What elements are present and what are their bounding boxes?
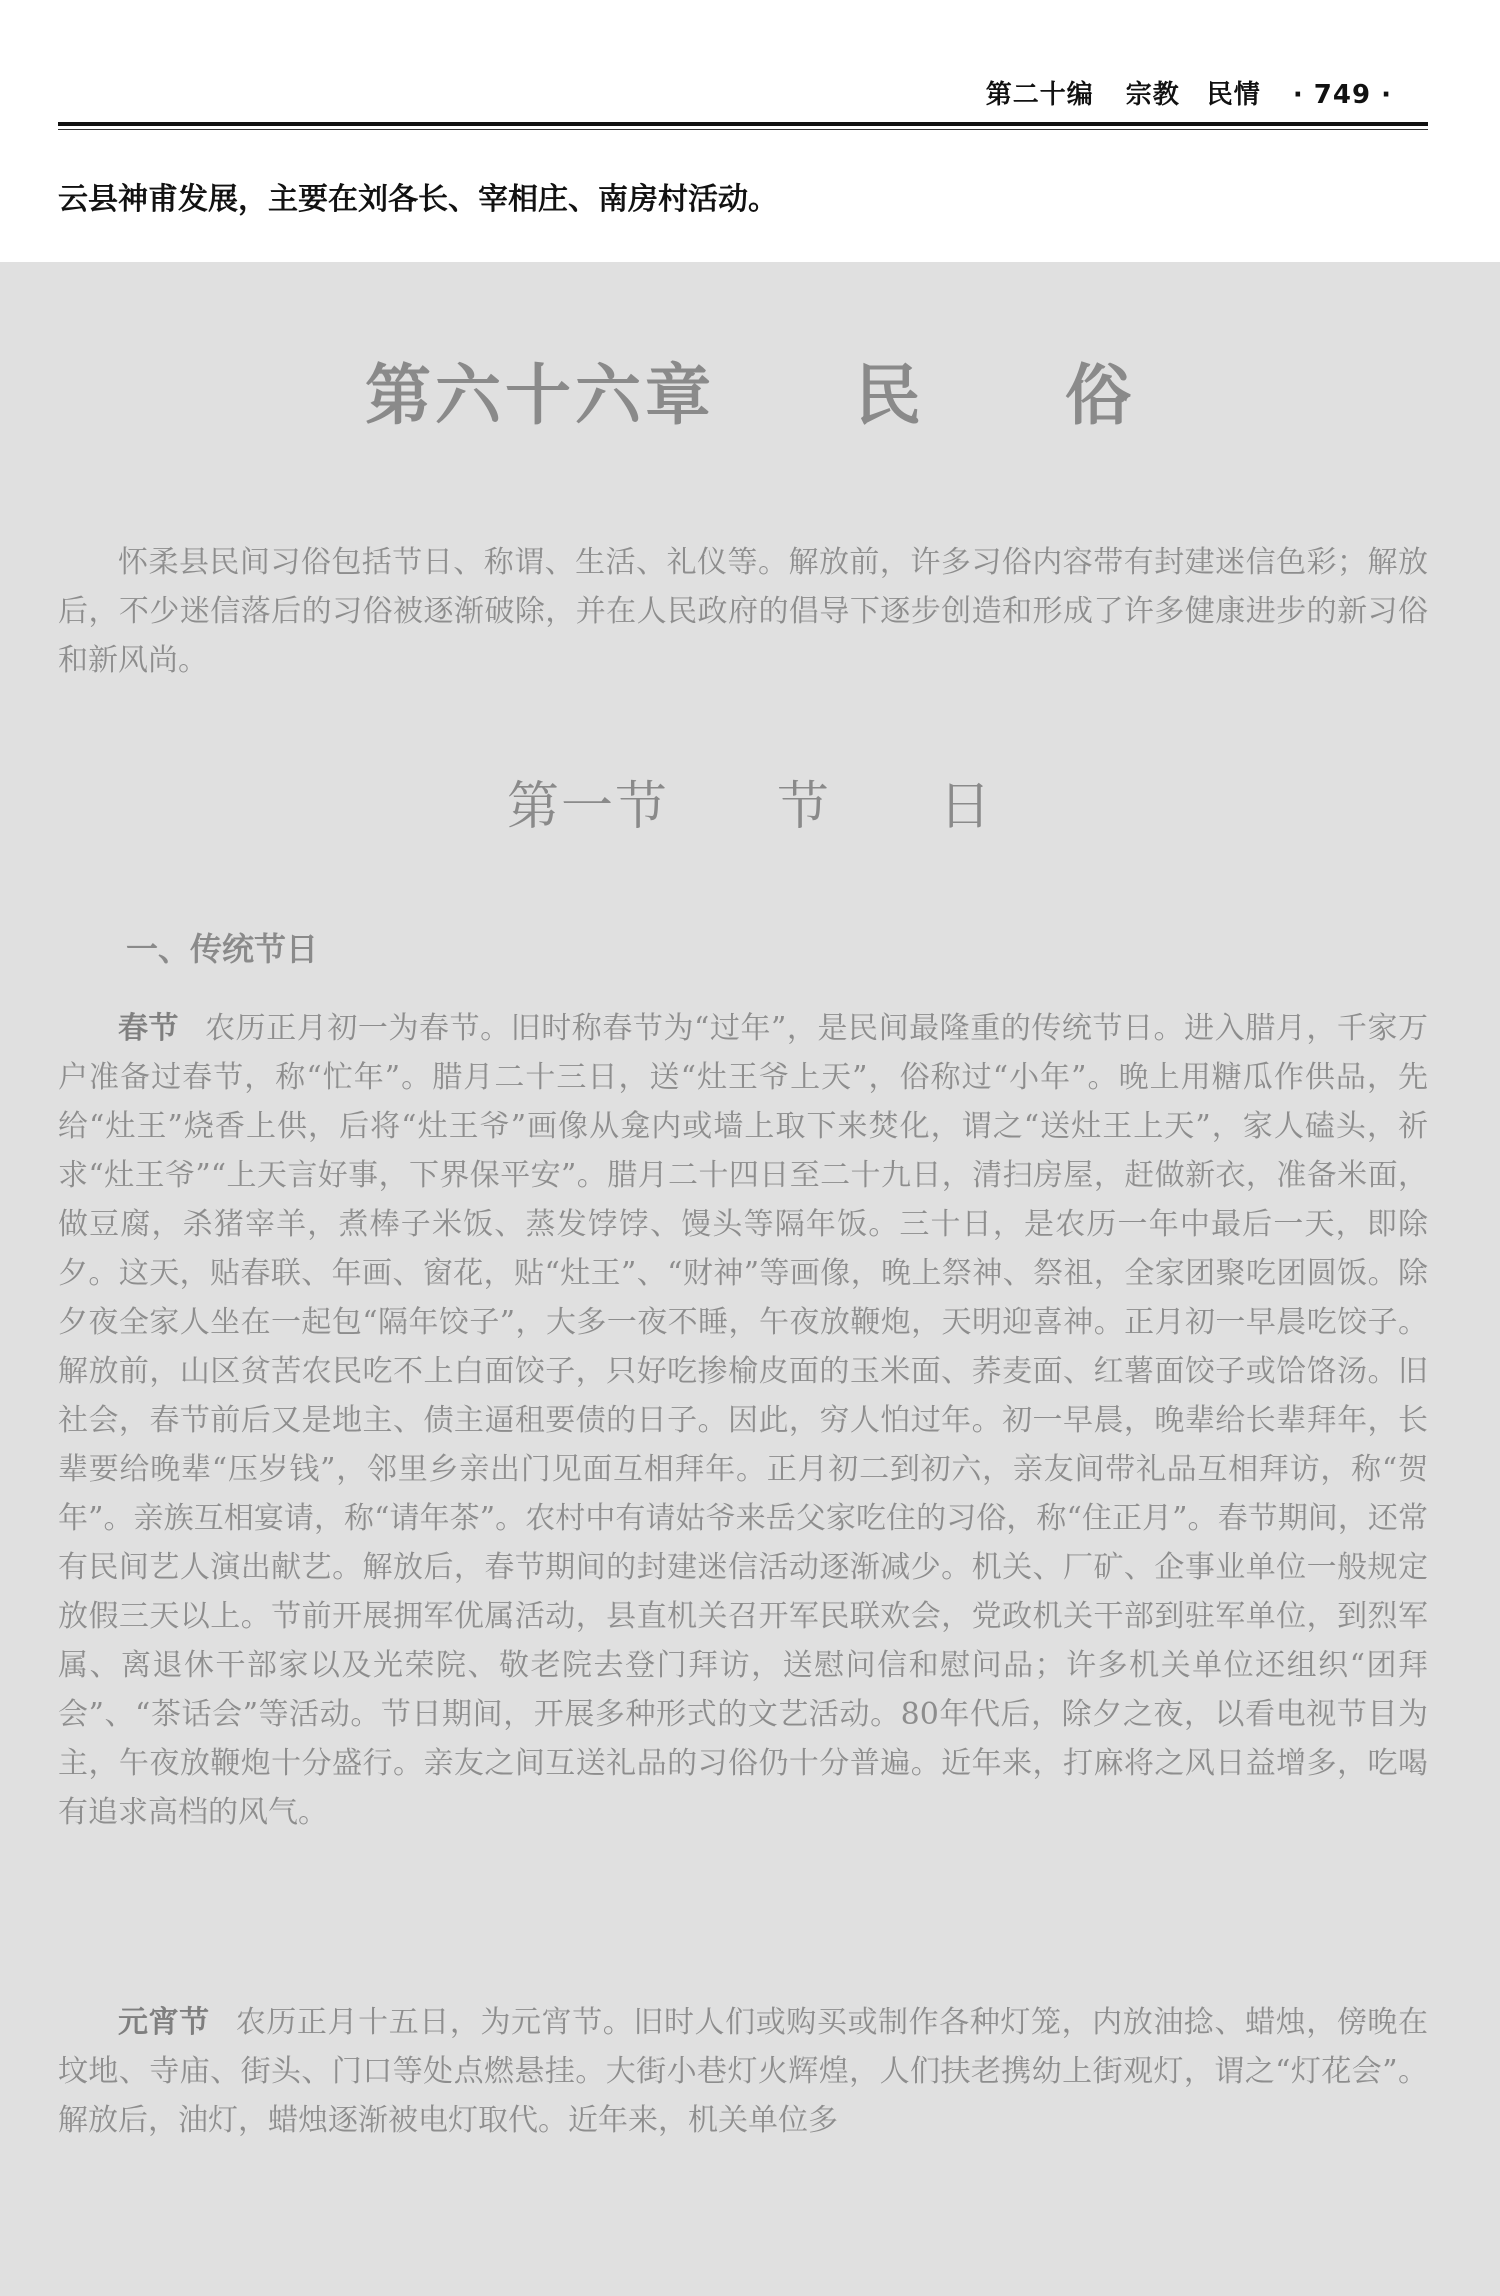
header-part: 第二十编 <box>985 80 1094 110</box>
entry-term: 春节 <box>118 1011 180 1046</box>
carryover-text: 云县神甫发展，主要在刘各长、宰相庄、南房村活动。 <box>58 182 778 217</box>
entry-spring-festival <box>58 1004 1428 1837</box>
chapter-intro: 怀柔县民间习俗包括节日、称谓、生活、礼仪等。解放前，许多习俗内容带有封建迷信色彩；解放后，不少迷信落后的习俗被逐渐破除，并在人民政府的倡导下逐步创造和形成了许多健康进步的新习俗和新风尚。 <box>58 545 1428 678</box>
page-top-area <box>0 0 1500 262</box>
subsection-title: 一、传统节日 <box>126 930 319 968</box>
header-rule-thin <box>58 129 1428 130</box>
running-header <box>986 74 1392 111</box>
chapter-title: 第六十六章 民 俗 <box>365 357 1135 434</box>
header-section: 宗教 民情 <box>1125 80 1261 110</box>
page-number: · 749 · <box>1292 80 1392 110</box>
header-rule <box>58 122 1428 126</box>
entry-term: 元宵节 <box>118 2005 210 2040</box>
section-title: 第一节 节 日 <box>506 777 993 837</box>
entry-text: 农历正月初一为春节。旧时称春节为“过年”，是民间最隆重的传统节日。进入腊月，千家万户准备过春节，称“忙年”。腊月二十三日，送“灶王爷上天”，俗称过“小年”。晚上用糖瓜作供品，先给“灶王”烧香上供，后将“灶王爷”画像从龛内或墙上取下来焚化，谓之“送灶王上天”，家人磕头，祈求“灶王爷”“上天言好事，下界保平安”。腊月二十四日至二十九日，清扫房屋，赶做新衣，准备米面，做豆腐，杀猪宰羊，煮棒子米饭、蒸发饽饽、馒头等隔年饭。三十日，是农历一年中最后一天，即除夕。这天，贴春联、年画、窗花，贴“灶王”、“财神”等画像，晚上祭神、祭祖，全家团聚吃团圆饭。除夕夜全家人坐在一起包“隔年饺子”，大多一夜不睡，午夜放鞭炮，天明迎喜神。正月初一早晨吃饺子。解放前，山区贫苦农民吃不上白面饺子，只好吃掺榆皮面的玉米面、荞麦面、红薯面饺子或饸饹汤。旧社会，春节前后又是地主、债主逼租要债的日子。因此，穷人怕过年。初一早晨，晚辈给长辈拜年，长辈要给晚辈“压岁钱”，邻里乡亲出门见面互相拜年。正月初二到初六，亲友间带礼品互相拜访，称“贺年”。亲族互相宴请，称“请年茶”。农村中有请姑爷来岳父家吃住的习俗，称“住正月”。春节期间，还常有民间艺人演出献艺。解放后，春节期间的封建迷信活动逐渐减少。机关、厂矿、企事业单位一般规定放假三天以上。节前开展拥军优属活动，县直机关召开军民联欢会，党政机关干部到驻军单位，到烈军属、离退休干部家以及光荣院、敬老院去登门拜访，送慰问信和慰问品；许多机关单位还组织“团拜会”、“茶话会”等活动。节日期间，开展多种形式的文艺活动。80年代后，除夕之夜，以看电视节目为主，午夜放鞭炮十分盛行。亲友之间互送礼品的习俗仍十分普遍。近年来，打麻将之风日益增多，吃喝有追求高档的风气。 <box>58 1011 1428 1830</box>
entry-lantern-festival <box>58 1998 1428 2145</box>
entry-text: 农历正月十五日，为元宵节。旧时人们或购买或制作各种灯笼，内放油捻、蜡烛，傍晚在坟地、寺庙、街头、门口等处点燃悬挂。大街小巷灯火辉煌，人们扶老携幼上街观灯，谓之“灯花会”。解放后，油灯，蜡烛逐渐被电灯取代。近年来，机关单位多 <box>58 2005 1429 2138</box>
